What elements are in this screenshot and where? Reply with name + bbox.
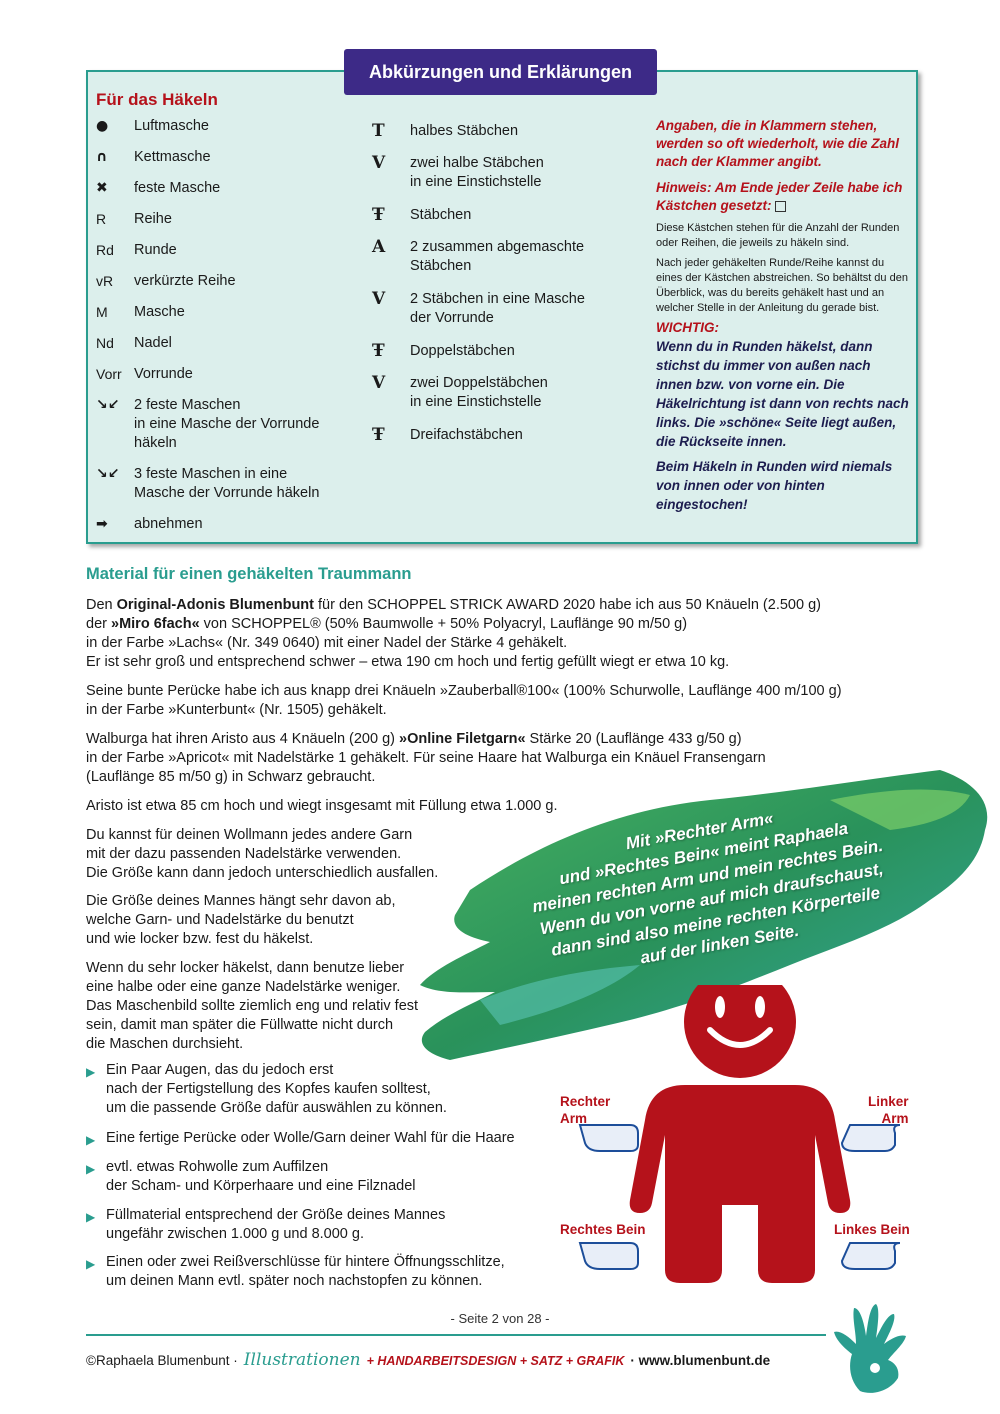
crochet-section-title: Für das Häkeln (96, 90, 218, 109)
abbr-row: ↘↙ 2 feste Maschen in eine Masche der Vorrunde häkeln (96, 397, 320, 451)
hint-title: Hinweis: Am Ende jeder Zeile habe ich Kästchen gesetzt: (656, 180, 903, 213)
chain-stitch-icon: ● (96, 118, 109, 134)
material-paragraph-5: Du kannst für deinen Wollmann jedes andere Garn mit der dazu passenden Nadelstärke verwenden. Die Größe kann dann jedoch unterschiedlich ausfallen. (86, 827, 439, 881)
triangle-bullet-icon: ▶ (86, 1257, 96, 1271)
label-right-arm: Rechter Arm (560, 1094, 611, 1126)
important-title: WICHTIG: (656, 320, 719, 335)
double-crochet-icon: Ŧ (372, 205, 385, 225)
list-item: ▶ evtl. etwas Rohwolle zum Auffilzen der Scham- und Körperhaare und eine Filznadel (86, 1159, 416, 1194)
decrease-arrow-icon: ➡ (96, 516, 108, 532)
treble-icon: Ŧ (372, 341, 385, 361)
two-half-double-icon: V (372, 153, 386, 173)
triple-treble-icon: Ŧ (372, 425, 385, 445)
abbr-row: M Masche (96, 304, 185, 320)
two-treble-icon: V (372, 373, 386, 393)
increase-2-icon: ↘↙ (96, 397, 120, 413)
footer-divider (86, 1334, 826, 1336)
handprint-icon (830, 1296, 930, 1396)
figure-head (684, 985, 796, 1078)
abbr-row: T halbes Stäbchen (372, 121, 519, 141)
two-dc-icon: V (372, 289, 386, 309)
splash-text: Mit »Rechter Arm« und »Rechtes Bein« meint Raphaela meinen rechten Arm und mein rechtes Bein. Wenn du von vorne auf mich draufschaust, dann sind also meine rechten Körperteile auf der linken Seite. (530, 808, 885, 968)
abbr-row: V zwei halbe Stäbchen in eine Einstichstelle (372, 153, 544, 190)
increase-3-icon: ↘↙ (96, 466, 120, 482)
abbr-row: Ŧ Doppelstäbchen (372, 341, 515, 361)
abbr-row: ✖ feste Masche (96, 180, 221, 196)
hint-text-2: Nach jeder gehäkelten Runde/Reihe kannst du eines der Kästchen abstreichen. So behältst du den Überblick, was du bereits gehäkelt hast und an welcher Stelle in der Anleitung du gerade bist. (656, 257, 908, 314)
triangle-bullet-icon: ▶ (86, 1133, 96, 1147)
body-figure (560, 985, 920, 1285)
abbr-row: Vorr Vorrunde (96, 366, 193, 382)
footer-website[interactable]: · www.blumenbunt.de (630, 1353, 771, 1368)
single-crochet-icon: ✖ (96, 180, 108, 196)
material-title: Material für einen gehäkelten Traummann (86, 565, 412, 583)
list-item: ▶ Füllmaterial entsprechend der Größe deines Mannes ungefähr zwischen 1.000 g und 8.000 g. (86, 1207, 446, 1242)
abbr-row: ● Luftmasche (96, 118, 209, 134)
list-item: ▶ Eine fertige Perücke oder Wolle/Garn deiner Wahl für die Haare (86, 1129, 515, 1150)
abbr-row: vR verkürzte Reihe (96, 273, 236, 289)
brackets-note: Angaben, die in Klammern stehen, werden so oft wiederholt, wie die Zahl nach der Klammer angibt. (656, 118, 900, 169)
material-paragraph-4: Aristo ist etwa 85 cm hoch und wiegt insgesamt mit Füllung etwa 1.000 g. (86, 798, 558, 814)
material-paragraph-3: Walburga hat ihren Aristo aus 4 Knäueln (200 g) »Online Filetgarn« Stärke 20 (Lauflänge 433 g/50 g) in der Farbe »Apricot« mit Nadelstärke 1 gehäkelt. Für seine Haare hat Walburga ein Knäuel Fransengarn (Lauflänge 85 m/50 g) in Schwarz gebraucht. (86, 731, 766, 785)
list-item: ▶ Ein Paar Augen, das du jedoch erst nach der Fertigstellung des Kopfes kaufen solltest, um die passende Größe dafür auswählen zu können. (86, 1062, 447, 1116)
abbr-row: V zwei Doppelstäbchen in eine Einstichstelle (372, 373, 548, 410)
slip-stitch-icon: ∩ (96, 149, 108, 165)
abbr-row: V 2 Stäbchen in eine Masche der Vorrunde (372, 289, 585, 326)
abbr-row: A 2 zusammen abgemaschte Stäbchen (372, 237, 585, 274)
footer-copyright: ©Raphaela Blumenbunt · (86, 1353, 238, 1368)
material-paragraph-7: Wenn du sehr locker häkelst, dann benutze lieber eine halbe oder eine ganze Nadelstärke weniger. Das Maschenbild sollte ziemlich eng und relativ fest sein, damit man später die Füllwatte nicht durch die Maschen durchsieht. (86, 960, 419, 1052)
figure-body (630, 1085, 851, 1283)
list-item: ▶ Einen oder zwei Reißverschlüsse für hintere Öffnungsschlitze, um deinen Mann evtl. später noch nachstopfen zu können. (86, 1254, 505, 1289)
label-left-arm: Linker Arm (868, 1094, 909, 1126)
abbr-row: Nd Nadel (96, 335, 172, 351)
abbr-row: ∩ Kettmasche (96, 149, 211, 165)
label-right-leg: Rechtes Bein (560, 1222, 646, 1237)
triangle-bullet-icon: ▶ (86, 1162, 96, 1176)
page-number: - Seite 2 von 28 - (450, 1311, 550, 1326)
material-paragraph-6: Die Größe deines Mannes hängt sehr davon ab, welche Garn- und Nadelstärke du benutzt und wie locker bzw. fest du häkelst. (86, 893, 396, 947)
abbr-row: R Reihe (96, 211, 172, 227)
abbr-row: Ŧ Stäbchen (372, 205, 472, 225)
half-double-icon: T (372, 121, 385, 141)
important-text-2: Beim Häkeln in Runden wird niemals von innen oder von hinten eingestochen! (656, 459, 893, 512)
triangle-bullet-icon: ▶ (86, 1065, 96, 1079)
dc2tog-icon: A (372, 237, 386, 257)
material-paragraph-1: Den Original-Adonis Blumenbunt für den SCHOPPEL STRICK AWARD 2020 habe ich aus 50 Knäueln (2.500 g) der »Miro 6fach« von SCHOPPEL® (50% Baumwolle + 50% Polyacryl, Lauflänge 90 m/50 g) in der Farbe »Lachs« (Nr. 349 0640) mit einer Nadel der Stärke 4 gehäkelt. Er ist sehr groß und entsprechend schwer – etwa 190 cm hoch und fertig gefüllt wiegt er etwa 10 kg. (86, 597, 821, 670)
abbr-row: ➡ abnehmen (96, 516, 203, 532)
material-paragraph-2: Seine bunte Perücke habe ich aus knapp drei Knäueln »Zauberball®100« (100% Schurwolle, Lauflänge 400 m/100 g) in der Farbe »Kunterbunt« (Nr. 1505) gehäkelt. (86, 683, 842, 718)
footer (86, 1350, 770, 1370)
footer-services: + HANDARBEITSDESIGN + SATZ + GRAFIK (366, 1354, 625, 1368)
notes-column (656, 117, 910, 514)
important-text: Wenn du in Runden häkelst, dann stichst du immer von außen nach innen bzw. von vorne ein. Die Häkelrichtung ist dann von rechts nach links. Die »schöne« Seite liegt außen, die Rückseite innen. (656, 339, 909, 449)
footer-illustrations: Illustrationen (243, 1350, 361, 1370)
abbr-row: Rd Runde (96, 242, 177, 258)
triangle-bullet-icon: ▶ (86, 1210, 96, 1224)
abbr-row: ↘↙ 3 feste Maschen in eine Masche der Vorrunde häkeln (96, 466, 320, 501)
abbreviations-header: Abkürzungen und Erklärungen (344, 49, 657, 95)
label-left-leg: Linkes Bein (834, 1222, 910, 1237)
hint-text-1: Diese Kästchen stehen für die Anzahl der Runden oder Reihen, die jeweils zu häkeln sind. (656, 222, 900, 249)
abbr-row: Ŧ Dreifachstäbchen (372, 425, 523, 445)
checkbox-icon (775, 201, 786, 212)
